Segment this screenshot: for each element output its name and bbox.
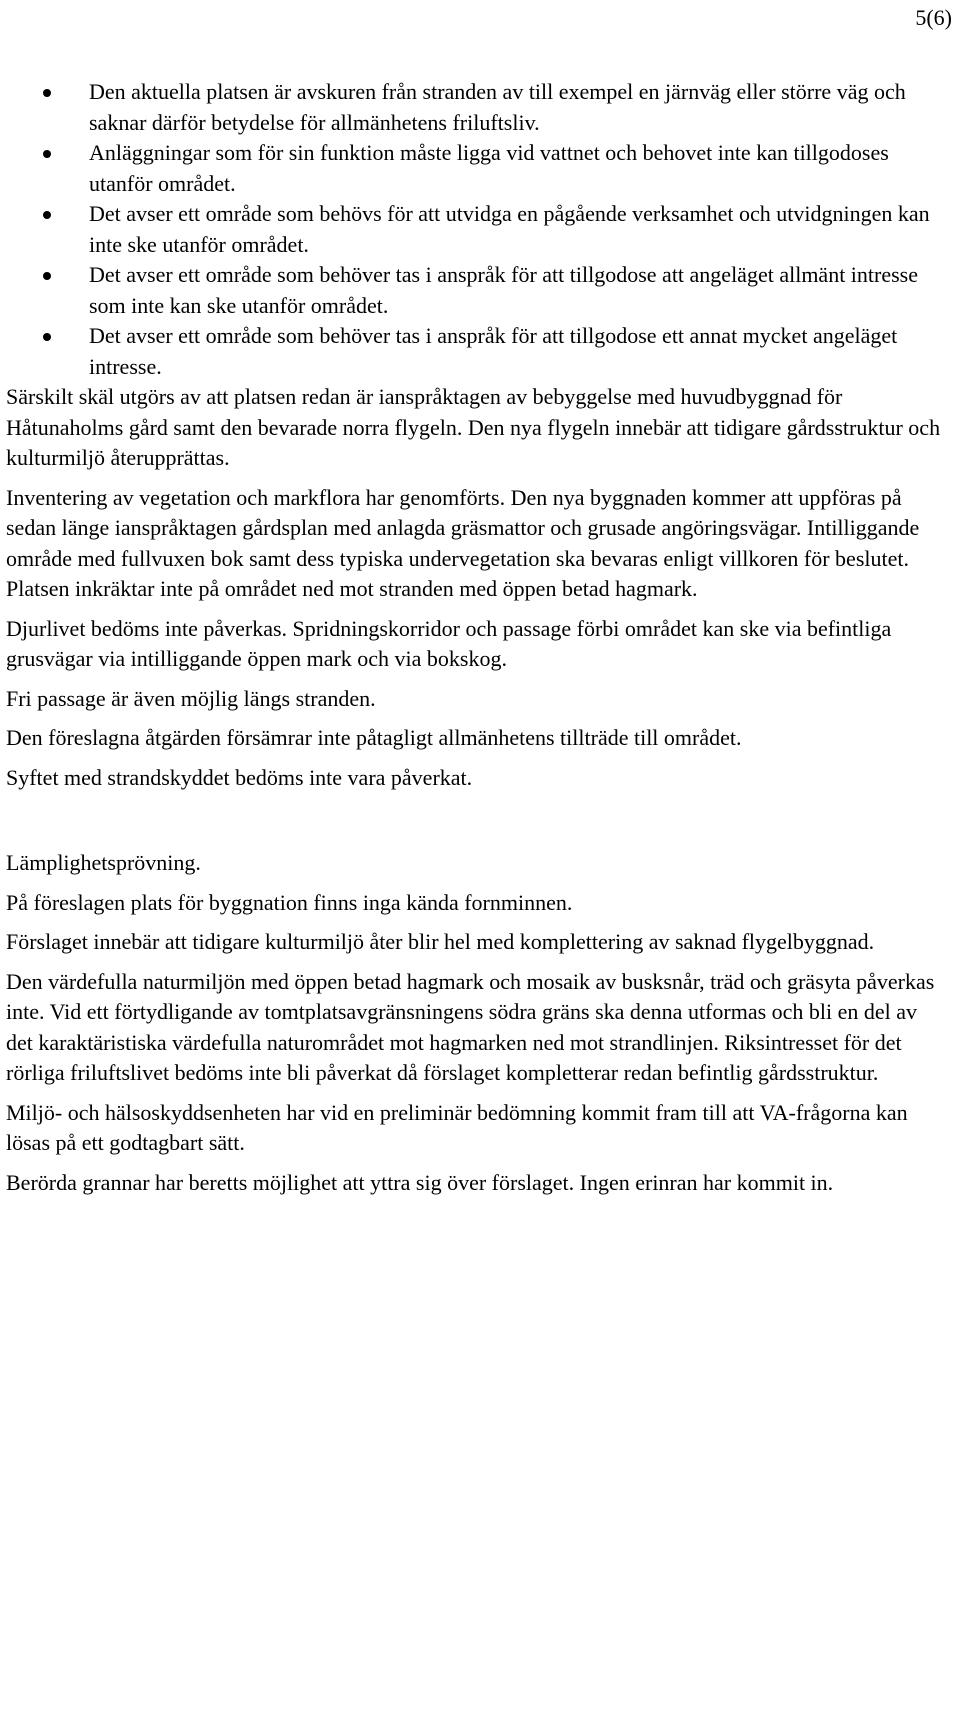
paragraph-ancient-monuments: På föreslagen plats för byggnation finns inga kända fornminnen. [6, 889, 573, 915]
list-item [6, 260, 946, 321]
section-heading: Lämplighetsprövning. [6, 850, 201, 875]
list-item [6, 77, 946, 138]
list-item-text: Det avser ett område som behöver tas i anspråk för att tillgodose ett annat mycket angeläget intresse. [89, 323, 898, 379]
paragraph-inventory: Inventering av vegetation och markflora har genomförts. Den nya byggnaden kommer att uppföras på sedan länge ianspråktagen gårdsplan med anlagda gräsmattor och grusade angöringsvägar. Intilliggande område med fullvuxen bok samt dess typiska undervegetation ska bevaras enligt villkoren för beslutet. Platsen inkräktar inte på området ned mot stranden med öppen betad hagmark. [6, 484, 920, 601]
list-item [6, 138, 946, 199]
paragraph-wildlife: Djurlivet bedöms inte påverkas. Spridningskorridor och passage förbi området kan ske via befintliga grusvägar via intilliggande öppen mark och via bokskog. [6, 615, 892, 671]
paragraph-neighbours: Berörda grannar har beretts möjlighet att yttra sig över förslaget. Ingen erinran har kommit in. [6, 1169, 834, 1195]
paragraph-cultural-environment: Förslaget innebär att tidigare kulturmiljö åter blir hel med komplettering av saknad flygelbyggnad. [6, 929, 875, 954]
bullet-icon [43, 89, 51, 97]
paragraph-special-reason: Särskilt skäl utgörs av att platsen redan är ianspråktagen av bebyggelse med huvudbyggnad för Håtunaholms gård samt den bevarade norra flygeln. Den nya flygeln innebär att tidigare gårdsstruktur och kulturmiljö återupprättas. [6, 384, 941, 470]
bullet-icon [43, 333, 51, 341]
list-item-text: Det avser ett område som behövs för att utvidga en pågående verksamhet och utvidgningen kan inte ske utanför området. [89, 201, 930, 257]
list-item-text: Anläggningar som för sin funktion måste ligga vid vattnet och behovet inte kan tillgodoses utanför området. [89, 140, 889, 196]
bullet-icon [43, 211, 51, 219]
paragraph-natural-environment: Den värdefulla naturmiljön med öppen betad hagmark och mosaik av busksnår, träd och gräsyta påverkas inte. Vid ett förtydligande av tomtplatsavgränsningens södra gräns ska denna utformas och bli en del av det karaktäristiska värdefulla naturområdet mot hagmarken ned mot strandlinjen. Riksintresset för det rörliga friluftslivet bedöms inte bli påverkat då förslaget kompletterar redan befintlig gårdsstruktur. [6, 968, 935, 1085]
bullet-icon [43, 150, 51, 158]
paragraph-purpose: Syftet med strandskyddet bedöms inte vara påverkat. [6, 764, 473, 790]
paragraph-environmental-health: Miljö- och hälsoskyddsenheten har vid en preliminär bedömning kommit fram till att VA-frågorna kan lösas på ett godtagbart sätt. [6, 1099, 908, 1155]
list-item [6, 321, 946, 382]
conditions-list [6, 77, 946, 382]
list-item-text: Det avser ett område som behöver tas i anspråk för att tillgodose att angeläget allmänt intresse som inte kan ske utanför området. [89, 262, 919, 318]
list-item-text: Den aktuella platsen är avskuren från stranden av till exempel en järnväg eller större väg och saknar därför betydelse för allmänhetens friluftsliv. [89, 79, 906, 135]
paragraph-access: Den föreslagna åtgärden försämrar inte påtagligt allmänhetens tillträde till området. [6, 725, 742, 750]
page-number: 5(6) [915, 5, 952, 30]
paragraph-passage: Fri passage är även möjlig längs stranden. [6, 685, 376, 711]
list-item [6, 199, 946, 260]
bullet-icon [43, 272, 51, 280]
document-body [6, 77, 946, 1198]
